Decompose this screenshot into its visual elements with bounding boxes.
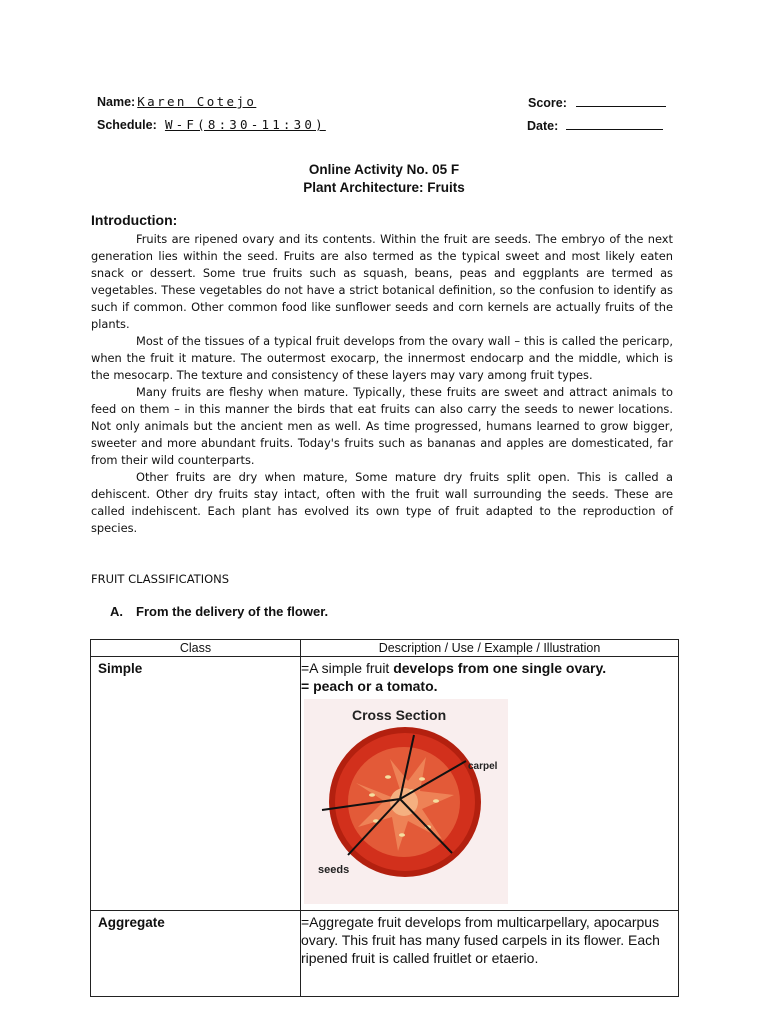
classifications-heading: FRUIT CLASSIFICATIONS — [91, 572, 230, 586]
seed — [399, 833, 405, 837]
description-cell: =Aggregate fruit develops from multicarpellary, apocarpus ovary. This fruit has many fused carpels in its flower. Each ripened fruit is called fruitlet or etaerio. — [301, 911, 679, 997]
intro-paragraph: Many fruits are fleshy when mature. Typically, these fruits are sweet and attract animals to feed on them – in this manner the birds that eat fruits can also carry the seeds to newer locations. Not only animals but the ancient men as well. As time progressed, humans learned to grow bigger, sweeter and more abundant fruits. Today's fruits such as bananas and apples are domesticated, far from their wild counterparts. — [91, 385, 673, 467]
description-prefix: =A simple fruit — [301, 660, 394, 676]
table-header-row — [91, 640, 679, 657]
introduction-body — [91, 231, 673, 537]
description-cell — [301, 657, 679, 911]
description-line — [301, 659, 678, 677]
activity-title: Online Activity No. 05 F — [308, 162, 460, 177]
date-label: Date: — [527, 119, 559, 133]
score-blank — [576, 94, 666, 107]
introduction-heading: Introduction: — [91, 212, 178, 228]
score-label: Score: — [528, 96, 567, 110]
score-field — [528, 94, 666, 110]
table-row — [91, 657, 679, 911]
seeds-label: seeds — [318, 864, 350, 876]
illustration-title: Cross Section — [352, 707, 447, 723]
classification-subheading — [110, 604, 328, 619]
date-blank — [566, 117, 663, 130]
schedule-value: W-F(8:30-11:30) — [164, 117, 326, 132]
seed — [385, 775, 391, 779]
carpel-label: carpel — [468, 761, 498, 772]
name-label: Name: — [97, 95, 136, 109]
description-example: = peach or a tomato. — [301, 678, 438, 694]
seed — [433, 799, 439, 803]
date-field — [527, 117, 663, 133]
classification-table — [90, 639, 679, 997]
activity-subtitle: Plant Architecture: Fruits — [303, 180, 465, 195]
table-row — [91, 911, 679, 997]
subheading-letter: A. — [110, 604, 123, 619]
name-value: Karen Cotejo — [137, 94, 257, 109]
intro-paragraph: Fruits are ripened ovary and its contents. Within the fruit are seeds. The embryo of the next generation lies within the seed. Fruits are also termed as the typical sweet and most likely eaten snack or dessert. Some true fruits such as squash, beans, peas and eggplants are termed as vegetables. These vegetables do not have a strict botanical definition, so the confusion to identify as such if common. Other common food like sunflower seeds and corn kernels are actually fruits of the plants. — [91, 232, 673, 331]
description-bold: develops from one single ovary. — [393, 660, 607, 676]
seed — [419, 777, 425, 781]
name-field — [97, 94, 256, 109]
subheading-text: From the delivery of the flower. — [136, 604, 329, 619]
schedule-label: Schedule: — [97, 118, 157, 132]
class-cell: Simple — [91, 657, 301, 911]
column-header-description: Description / Use / Example / Illustration — [301, 640, 679, 657]
column-header-class: Class — [91, 640, 301, 657]
class-cell: Aggregate — [91, 911, 301, 997]
intro-paragraph: Other fruits are dry when mature, Some mature dry fruits split open. This is called a dehiscent. Other dry fruits stay intact, often with the fruit wall surrounding the seeds. These are called indehiscent. Each plant has evolved its own type of fruit adapted to the reproduction of species. — [91, 470, 673, 535]
tomato-cross-section-illustration — [304, 699, 508, 904]
schedule-field — [97, 117, 326, 132]
tomato-diagram — [304, 699, 508, 904]
intro-paragraph: Most of the tissues of a typical fruit develops from the ovary wall – this is called the pericarp, when the fruit it mature. The outermost exocarp, the innermost endocarp and the middle, which is the mesocarp. The texture and consistency of these layers may vary among fruit types. — [91, 334, 673, 382]
seed — [369, 793, 375, 797]
